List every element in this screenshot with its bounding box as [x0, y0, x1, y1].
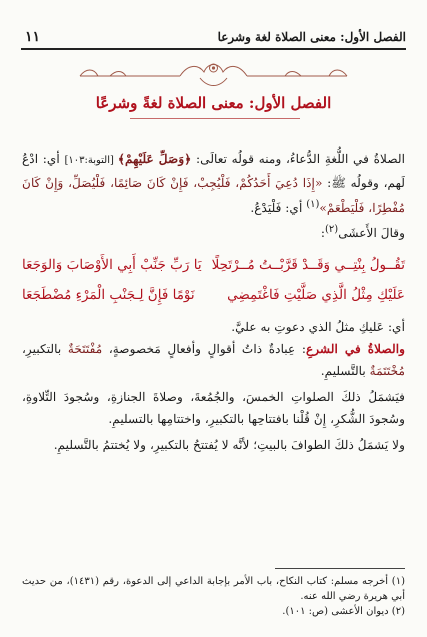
- running-header-title: الفصل الأول: معنى الصلاة لغة وشرعا: [217, 30, 406, 44]
- verse-reference: [التوبة:١٠٣]: [64, 155, 118, 166]
- keyword: مُخْتَتَمَةٌ: [369, 364, 405, 379]
- chapter-title-underline: [130, 118, 300, 119]
- poem-hemistich-second: نَوْمًا فَإِنَّ لِـجَنْبِ الْمَرْءِ مُضْطَجَعَا: [22, 287, 195, 304]
- paragraph-definition-sharia: [22, 338, 405, 382]
- footnote: (٢) ديوان الأعشى (ص: ١٠١).: [282, 606, 405, 617]
- text-span: بالتَّسليمِ.: [320, 364, 370, 379]
- running-header: [21, 30, 406, 50]
- text-span: :: [320, 226, 326, 241]
- paragraph-excludes: ولا يَشمَلُ ذلكَ الطوافَ بالبيتِ؛ لأنَّه لا يُفتتحُ بالتكبيرِ، ولا يُختتمُ بالتَّسليمِ.: [53, 438, 405, 453]
- main-text: [22, 148, 405, 456]
- footnote-divider: [275, 568, 405, 569]
- chapter-title: الفصل الأول: معنى الصلاة لغةً وشرعًا: [95, 94, 332, 112]
- term-lead: والصلاةُ في الشرعِ: [305, 342, 405, 357]
- text-span: الصلاةُ في اللُّغةِ الدُّعاءُ، ومنه قولُه تعالَى:: [191, 152, 405, 166]
- paragraph-poem-explanation: أي: عَليكِ مثلُ الذي دعوتِ به عليَّ.: [231, 320, 405, 335]
- paragraph-includes: فيَشمَلُ ذلكَ الصلواتِ الخمسَ، والجُمُعةَ، وصلاةَ الجنازةِ، وسُجودَ التِّلاوةِ، وسُجودَ الشُّكرِ، إِنْ قُلْنا بافتتاحِها بالتكبيرِ، واختتامِها بالتسليمِ.: [22, 390, 405, 427]
- text-span: بالتكبيرِ،: [22, 342, 68, 357]
- poem-hemistich-second: يَا رَبِّ جَنِّبْ أَبِي الأَوْصَابَ وَالوَجَعَا: [22, 257, 202, 274]
- ornament-divider-icon: [70, 54, 357, 90]
- paragraph-definition-language: [22, 148, 405, 219]
- poem-line: [22, 280, 405, 310]
- poem: [22, 250, 405, 310]
- footnotes: [22, 574, 405, 619]
- footnote-marker: (١): [306, 199, 320, 210]
- poem-hemistich-first: عَلَيْكِ مِثْلُ الَّذِي صَلَّيْتِ فَاغْتَمِضِي: [227, 287, 405, 304]
- quran-verse: ﴿وَصَلِّ عَلَيْهِمْ﴾: [117, 152, 192, 166]
- keyword: مُفْتَتَحَةٌ: [67, 342, 103, 357]
- page-number: ١١: [25, 29, 41, 45]
- text-span: : عِبادةٌ ذاتُ أقوالٍ وأفعالٍ مَخصوصةٍ،: [102, 342, 306, 357]
- hadith-text: «إِذَا دُعِيَ أَحَدُكُمْ، فَلْيُجِبْ، فَإِنْ كَانَ صَائِمًا، فَلْيُصَلِّ، وَإِنْ كَانَ مُفْطِرًا، فَلْيَطْعَمْ»: [22, 176, 405, 216]
- footnote-marker: (٢): [325, 224, 339, 236]
- header-divider: [21, 48, 406, 50]
- paragraph-poet-intro: [22, 219, 405, 244]
- poem-line: [22, 250, 405, 280]
- text-span: وقالَ الأَعشَى: [338, 226, 405, 241]
- text-span: أي: ادْعُ لَهم، وقولُه ﷺ:: [22, 152, 405, 190]
- footnote: (١) أخرجه مسلم: كتاب النكاح، باب الأمر بإجابة الداعي إلى الدعوة، رقم (١٤٣١)، من حديث أبي هريرة رضي الله عنه.: [22, 576, 405, 602]
- poem-hemistich-first: تَقُــولُ بِنْتِــي وَقَــدْ قَرَّبْــتُ مُــرْتَحِلًا: [211, 257, 405, 274]
- text-span: أي: فَلْيَدْعُ.: [250, 201, 307, 216]
